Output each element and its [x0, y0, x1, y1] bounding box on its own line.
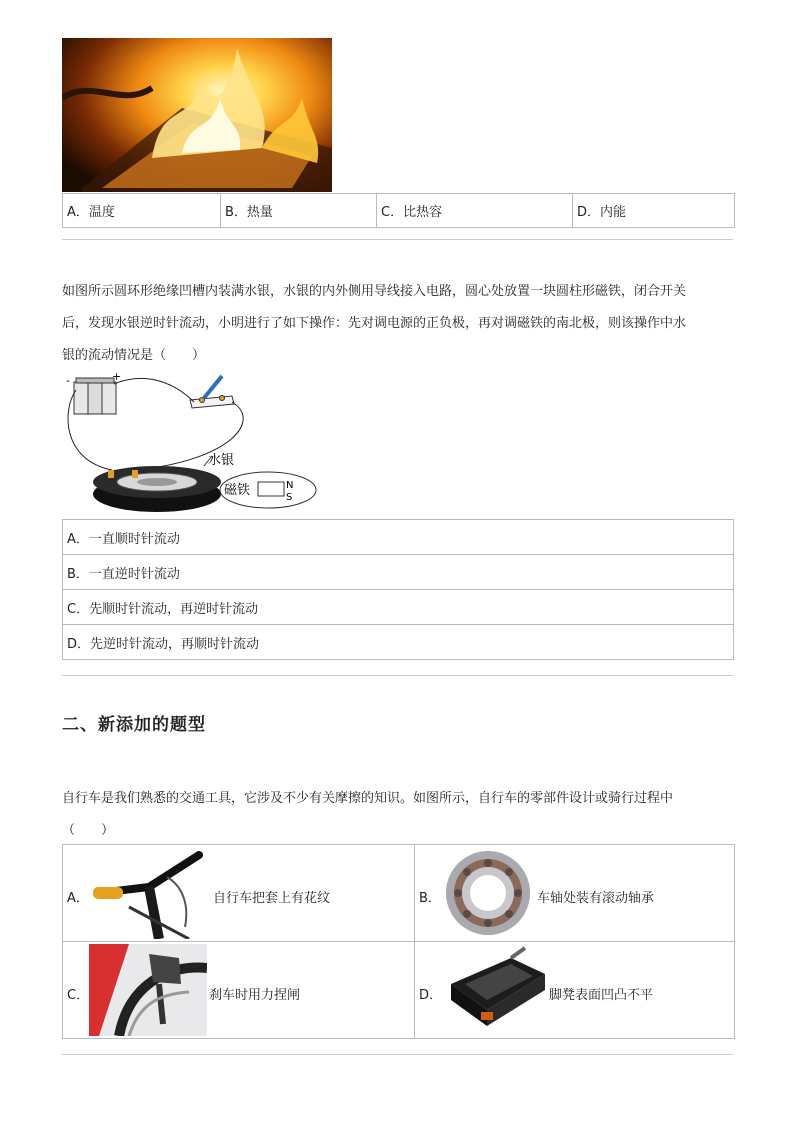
q2-line-2: 后，发现水银逆时针流动，小明进行了如下操作：先对调电源的正负极，再对调磁铁的南北极，则该操作中水: [62, 316, 687, 331]
pedal-photo: [441, 944, 549, 1036]
q3-option-d[interactable]: D． 脚凳表面凹凸不平: [415, 942, 735, 1039]
q2-line-1: 如图所示圆环形绝缘凹槽内装满水银，水银的内外侧用导线接入电路，圆心处放置一块圆柱形磁铁，闭合开关: [62, 284, 687, 299]
q2-option-b[interactable]: B．一直逆时针流动: [63, 555, 734, 590]
circuit-diagram: [62, 370, 322, 516]
fire-illustration: [62, 38, 332, 192]
handlebar-photo: [89, 847, 211, 939]
q2-options-table: [62, 519, 734, 660]
switch-icon: [190, 376, 234, 408]
q3-stem: [62, 783, 734, 847]
divider-q2: [62, 675, 733, 676]
battery-icon: [74, 378, 116, 414]
q1-options-table: [62, 193, 735, 228]
q3-option-a[interactable]: A． 自行车把套上有花纹: [63, 845, 415, 942]
pole-s: S: [286, 492, 293, 503]
q2-option-d[interactable]: D．先逆时针流动，再顺时针流动: [63, 625, 734, 660]
ball-bearing-photo: [441, 847, 535, 939]
mercury-trough: [93, 466, 221, 512]
magnet-label: 磁铁: [224, 483, 251, 498]
q1-option-d[interactable]: D．内能: [573, 194, 735, 228]
section-title: 二、新添加的题型: [62, 715, 206, 735]
q1-option-c[interactable]: C．比热容: [377, 194, 573, 228]
divider-q1: [62, 239, 733, 240]
fire-photo: [62, 38, 332, 192]
q3-option-b[interactable]: B． 车轴处装有滚动轴承: [415, 845, 735, 942]
q1-option-a[interactable]: A．温度: [63, 194, 221, 228]
divider-q3: [62, 1054, 733, 1055]
plus-label: +: [112, 370, 122, 383]
q3-options-table: [62, 844, 735, 1039]
q1-option-b[interactable]: B．热量: [221, 194, 377, 228]
q2-line-3: 银的流动情况是（ ）: [62, 348, 206, 363]
q3-line-2: （ ）: [62, 823, 115, 838]
pole-n: N: [286, 480, 294, 491]
q2-option-a[interactable]: A．一直顺时针流动: [63, 520, 734, 555]
magnet-icon: [258, 482, 284, 496]
q3-option-c[interactable]: C． 刹车时用力捏闸: [63, 942, 415, 1039]
mercury-label: 水银: [208, 453, 235, 468]
brake-photo: [89, 944, 207, 1036]
minus-label: -: [66, 374, 70, 387]
q3-line-1: 自行车是我们熟悉的交通工具，它涉及不少有关摩擦的知识。如图所示，自行车的零部件设计或骑行过程中: [62, 791, 674, 806]
q2-stem: [62, 276, 734, 372]
q2-option-c[interactable]: C．先顺时针流动，再逆时针流动: [63, 590, 734, 625]
